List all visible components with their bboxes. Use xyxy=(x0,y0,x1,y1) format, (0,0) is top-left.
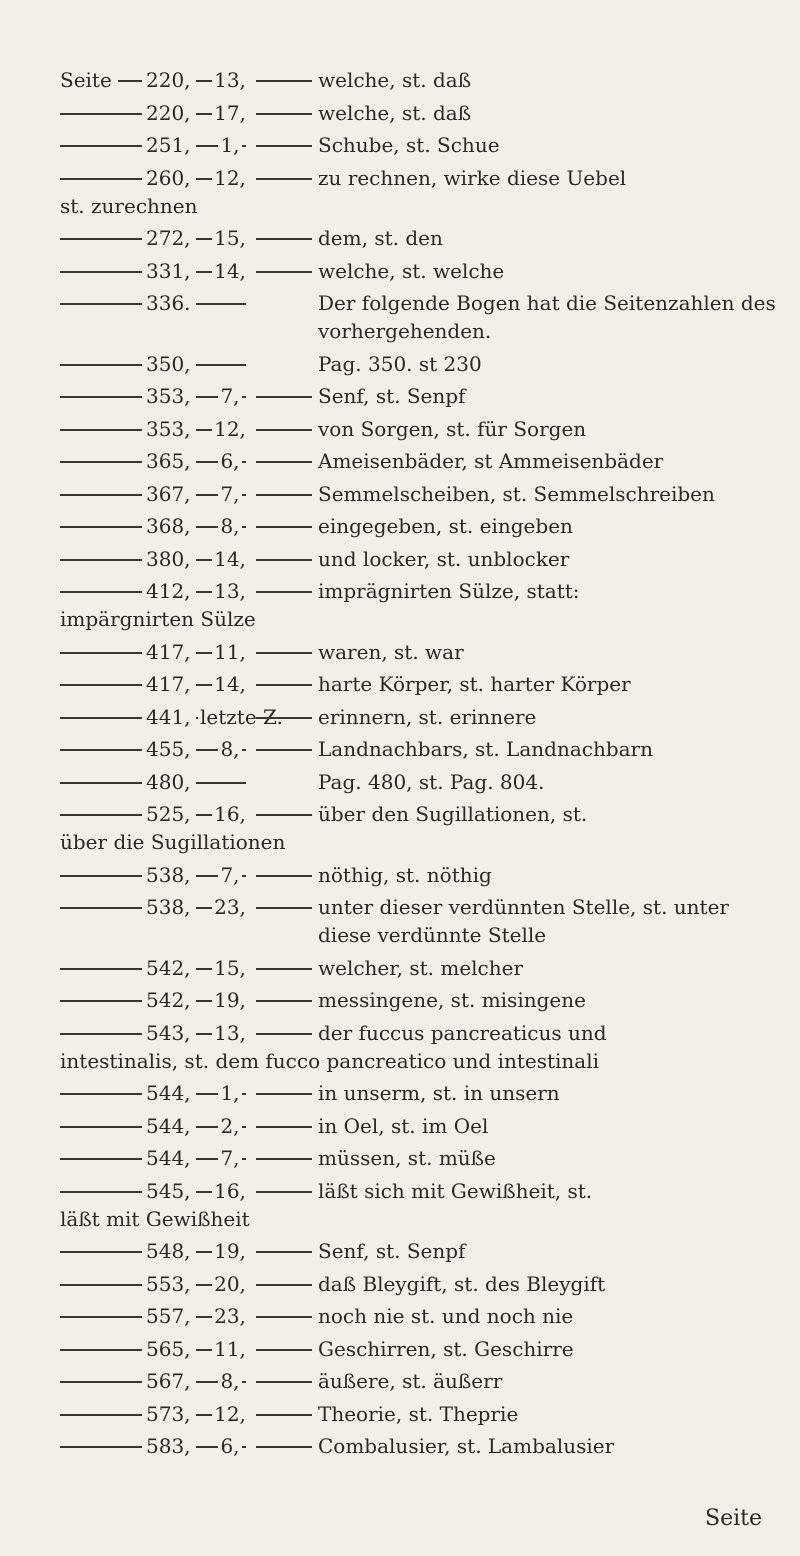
line-number-text: 8, xyxy=(220,737,240,761)
leader-rule xyxy=(60,1349,142,1351)
line-number xyxy=(198,415,262,443)
errata-entry xyxy=(60,99,780,127)
page-number: 260, xyxy=(146,165,191,190)
page-number: 353, xyxy=(146,416,191,441)
page-number: 548, xyxy=(146,1239,191,1263)
errata-entry xyxy=(60,382,780,410)
errata-entry xyxy=(60,986,780,1014)
page-number: 353, xyxy=(146,384,191,408)
line-number xyxy=(198,735,262,763)
correction-text: von Sorgen, st. für Sorgen xyxy=(318,416,587,441)
correction-text: der fuccus pancreaticus und xyxy=(318,1020,607,1045)
line-number-text: 23, xyxy=(214,1304,246,1328)
page-number: 557, xyxy=(146,1304,191,1328)
leader-rule xyxy=(60,1000,142,1002)
separator-rule xyxy=(256,1349,312,1351)
errata-entry xyxy=(60,1079,780,1107)
line-number xyxy=(198,800,262,828)
line-number-text: 19, xyxy=(214,1239,246,1263)
leader-rule xyxy=(60,145,142,147)
leader-rule xyxy=(60,1158,142,1160)
line-number xyxy=(198,545,262,573)
separator-rule xyxy=(256,591,312,593)
line-number-text: 16, xyxy=(214,1178,246,1203)
line-number xyxy=(198,1335,262,1363)
leader-rule xyxy=(60,113,142,115)
errata-entry xyxy=(60,447,780,475)
line-number xyxy=(198,1019,262,1047)
line-number xyxy=(198,1400,262,1428)
errata-entry xyxy=(60,861,780,889)
correction-text: welche, st. daß xyxy=(318,100,472,125)
correction-text: Pag. 480, st. Pag. 804. xyxy=(318,769,545,794)
page-number: 583, xyxy=(146,1434,191,1458)
leader-rule xyxy=(60,396,142,398)
line-number xyxy=(198,1112,262,1140)
line-number xyxy=(198,861,262,889)
line-number-text: 8, xyxy=(220,514,240,538)
errata-entry xyxy=(60,735,780,763)
line-number-text: 13, xyxy=(214,68,246,92)
line-number-text: 12, xyxy=(214,1401,246,1426)
line-number xyxy=(198,131,262,159)
separator-rule xyxy=(256,145,312,147)
page-number: 544, xyxy=(146,1146,191,1170)
line-number xyxy=(198,893,262,921)
line-number xyxy=(198,99,262,127)
errata-entry xyxy=(60,670,780,698)
separator-rule xyxy=(256,1158,312,1160)
errata-entry xyxy=(60,164,780,220)
correction-text: imprägnirten Sülze, statt: xyxy=(318,579,580,603)
correction-text: waren, st. war xyxy=(318,639,464,664)
correction-continuation: läßt mit Gewißheit xyxy=(60,1206,250,1231)
leader-rule xyxy=(60,526,142,528)
errata-entry xyxy=(60,703,780,731)
page-number: 480, xyxy=(146,769,191,794)
errata-entry xyxy=(60,1335,780,1363)
correction-text: welcher, st. melcher xyxy=(318,955,524,980)
leader-rule xyxy=(60,968,142,970)
line-number-text: 7, xyxy=(220,481,240,506)
leader-rule xyxy=(60,178,142,180)
errata-entry xyxy=(60,1302,780,1330)
errata-entry xyxy=(60,1432,780,1460)
leader-rule xyxy=(60,749,142,751)
leader-rule xyxy=(60,907,142,909)
line-number-text: 14, xyxy=(214,672,246,696)
page-number: 441, xyxy=(146,704,191,729)
correction-text: welche, st. welche xyxy=(318,258,505,283)
separator-rule xyxy=(256,907,312,909)
line-number-text: 8, xyxy=(220,1369,240,1393)
page-number: 367, xyxy=(146,481,191,506)
separator-rule xyxy=(256,1126,312,1128)
leader-rule xyxy=(60,782,142,784)
page-number: 331, xyxy=(146,258,191,283)
separator-rule xyxy=(256,814,312,816)
line-number xyxy=(198,638,262,666)
correction-text: läßt sich mit Gewißheit, st. xyxy=(318,1178,593,1203)
page-number: 272, xyxy=(146,226,191,250)
page-number: 567, xyxy=(146,1369,191,1393)
errata-entry xyxy=(60,224,780,252)
line-number-text: 16, xyxy=(214,802,246,826)
page-number: 417, xyxy=(146,639,191,664)
errata-entry xyxy=(60,954,780,982)
errata-entry xyxy=(60,893,780,949)
leader-rule xyxy=(60,684,142,686)
separator-rule xyxy=(256,271,312,273)
correction-text: in Oel, st. im Oel xyxy=(318,1113,489,1138)
correction-text: und locker, st. unblocker xyxy=(318,546,570,571)
separator-rule xyxy=(256,178,312,180)
leader-rule xyxy=(60,591,142,593)
line-number-text: 6, xyxy=(220,449,240,473)
line-number-text: 19, xyxy=(214,988,246,1012)
separator-rule xyxy=(256,1000,312,1002)
separator-rule xyxy=(256,717,312,719)
page-number: 368, xyxy=(146,514,191,538)
separator-rule xyxy=(196,364,246,366)
leader-rule xyxy=(60,1446,142,1448)
correction-text: eingegeben, st. eingeben xyxy=(318,514,573,538)
line-number-text: 7, xyxy=(220,1146,240,1170)
page-number: 553, xyxy=(146,1271,191,1296)
line-number xyxy=(198,670,262,698)
correction-text: Ameisenbäder, st Ammeisenbäder xyxy=(318,449,664,473)
leader-rule xyxy=(60,1251,142,1253)
separator-rule xyxy=(256,1316,312,1318)
errata-entry xyxy=(60,289,780,345)
errata-entry xyxy=(60,512,780,540)
leader-rule xyxy=(60,1381,142,1383)
correction-text: müssen, st. müße xyxy=(318,1146,496,1170)
line-number xyxy=(198,447,262,475)
correction-text: äußere, st. äußerr xyxy=(318,1369,503,1393)
correction-text: harte Körper, st. harter Körper xyxy=(318,672,631,696)
line-number xyxy=(198,257,262,285)
correction-text: über den Sugillationen, st. xyxy=(318,802,588,826)
errata-entry xyxy=(60,415,780,443)
page-number: 336. xyxy=(146,291,191,315)
page-number: 573, xyxy=(146,1401,191,1426)
correction-text: messingene, st. misingene xyxy=(318,988,586,1012)
line-number-text: 13, xyxy=(214,579,246,603)
leader-rule xyxy=(60,1191,142,1193)
correction-text: Pag. 350. st 230 xyxy=(318,351,482,376)
leader-rule xyxy=(60,652,142,654)
line-number xyxy=(198,986,262,1014)
line-number xyxy=(198,1177,262,1205)
errata-entry xyxy=(60,66,780,94)
page-number: 543, xyxy=(146,1020,191,1045)
correction-text: Der folgende Bogen hat die Seitenzahlen des vorhergehenden. xyxy=(318,291,776,343)
line-number-text: letzte Z. xyxy=(200,704,283,729)
errata-entry xyxy=(60,638,780,666)
page-number: 412, xyxy=(146,579,191,603)
errata-entry xyxy=(60,545,780,573)
leader-rule xyxy=(60,271,142,273)
line-number xyxy=(198,382,262,410)
leader-rule xyxy=(60,429,142,431)
correction-continuation: über die Sugillationen xyxy=(60,830,286,854)
page-number: 565, xyxy=(146,1336,191,1361)
errata-entry xyxy=(60,480,780,508)
line-number-text: 23, xyxy=(214,895,246,919)
correction-text: erinnern, st. erinnere xyxy=(318,704,537,729)
separator-rule xyxy=(256,684,312,686)
separator-rule xyxy=(256,494,312,496)
errata-entry xyxy=(60,1019,780,1075)
page-number: 350, xyxy=(146,351,191,376)
leader-rule xyxy=(60,1316,142,1318)
line-number xyxy=(198,224,262,252)
leader-rule xyxy=(60,814,142,816)
line-number xyxy=(198,1432,262,1460)
correction-text: Geschirren, st. Geschirre xyxy=(318,1336,574,1361)
correction-text: Senf, st. Senpf xyxy=(318,1239,466,1263)
leader-rule xyxy=(60,1093,142,1095)
line-number xyxy=(198,1367,262,1395)
line-number-text: 7, xyxy=(220,384,240,408)
page-number: 455, xyxy=(146,737,191,761)
page-number: 538, xyxy=(146,862,191,887)
correction-text: Senf, st. Senpf xyxy=(318,384,466,408)
line-number-text: 14, xyxy=(214,546,246,571)
leader-rule xyxy=(60,875,142,877)
line-number xyxy=(198,1270,262,1298)
leader-rule xyxy=(60,494,142,496)
line-number-text: 11, xyxy=(214,639,246,664)
errata-entry xyxy=(60,768,780,796)
line-number-text: 20, xyxy=(214,1271,246,1296)
leader-rule xyxy=(60,238,142,240)
page-number: 220, xyxy=(146,68,191,92)
leader-rule xyxy=(60,1126,142,1128)
line-number-text: 17, xyxy=(214,100,246,125)
line-number xyxy=(198,577,262,605)
line-number-text: 11, xyxy=(214,1336,246,1361)
leader-rule xyxy=(60,1284,142,1286)
errata-list xyxy=(60,66,780,1465)
errata-entry xyxy=(60,1144,780,1172)
errata-entry xyxy=(60,1270,780,1298)
leader-rule xyxy=(60,559,142,561)
line-number-text: 6, xyxy=(220,1434,240,1458)
line-number xyxy=(198,66,262,94)
leader-rule xyxy=(60,1033,142,1035)
page-number: 542, xyxy=(146,988,191,1012)
separator-rule xyxy=(256,1033,312,1035)
line-number xyxy=(198,164,262,192)
leader-rule xyxy=(60,1414,142,1416)
separator-rule xyxy=(256,526,312,528)
separator-rule xyxy=(256,429,312,431)
line-number-text: 2, xyxy=(220,1113,240,1138)
line-number xyxy=(198,703,283,731)
page-number: 365, xyxy=(146,449,191,473)
page-number: 380, xyxy=(146,546,191,571)
separator-rule xyxy=(256,559,312,561)
separator-rule xyxy=(256,396,312,398)
errata-entry xyxy=(60,800,780,856)
correction-text: Landnachbars, st. Landnachbarn xyxy=(318,737,653,761)
line-number xyxy=(198,1144,262,1172)
line-number xyxy=(198,480,262,508)
page-number: 525, xyxy=(146,802,191,826)
correction-continuation: st. zurechnen xyxy=(60,193,198,218)
correction-text: nöthig, st. nöthig xyxy=(318,862,492,887)
errata-entry xyxy=(60,1177,780,1233)
page-number: 544, xyxy=(146,1113,191,1138)
correction-text: welche, st. daß xyxy=(318,68,472,92)
page-number: 542, xyxy=(146,955,191,980)
separator-rule xyxy=(256,1251,312,1253)
page-number: 544, xyxy=(146,1081,191,1105)
separator-rule xyxy=(256,1446,312,1448)
leader-rule xyxy=(60,717,142,719)
correction-text: Combalusier, st. Lambalusier xyxy=(318,1434,615,1458)
separator-rule xyxy=(256,113,312,115)
separator-rule xyxy=(256,1191,312,1193)
line-number xyxy=(198,1079,262,1107)
line-number xyxy=(198,1237,262,1265)
correction-text: dem, st. den xyxy=(318,226,443,250)
errata-entry xyxy=(60,257,780,285)
correction-text: Schube, st. Schue xyxy=(318,133,500,157)
line-number xyxy=(198,512,262,540)
separator-rule xyxy=(256,1414,312,1416)
errata-entry xyxy=(60,131,780,159)
line-number xyxy=(198,1302,262,1330)
errata-entry xyxy=(60,577,780,633)
errata-entry xyxy=(60,1400,780,1428)
line-number-text: 1, xyxy=(220,133,240,157)
leader-rule xyxy=(60,461,142,463)
separator-rule xyxy=(196,303,246,305)
errata-entry xyxy=(60,1237,780,1265)
correction-continuation: impärgnirten Sülze xyxy=(60,607,256,631)
line-number xyxy=(198,954,262,982)
separator-rule xyxy=(196,782,246,784)
separator-rule xyxy=(256,1284,312,1286)
separator-rule xyxy=(256,968,312,970)
errata-entry xyxy=(60,350,780,378)
correction-text: zu rechnen, wirke diese Uebel xyxy=(318,165,627,190)
errata-entry xyxy=(60,1112,780,1140)
correction-text: unter dieser verdünnten Stelle, st. unter diese verdünnte Stelle xyxy=(318,895,729,947)
separator-rule xyxy=(256,652,312,654)
line-number-text: 14, xyxy=(214,258,246,283)
separator-rule xyxy=(256,238,312,240)
line-number-text: 15, xyxy=(214,226,246,250)
correction-text: daß Bleygift, st. des Bleygift xyxy=(318,1271,606,1296)
separator-rule xyxy=(256,1381,312,1383)
page-word: Seite xyxy=(60,68,118,92)
correction-text: Semmelscheiben, st. Semmelschreiben xyxy=(318,481,715,506)
line-number-text: 12, xyxy=(214,165,246,190)
page-number: 220, xyxy=(146,100,191,125)
page-number: 251, xyxy=(146,133,191,157)
catchword: Seite xyxy=(705,1506,762,1531)
separator-rule xyxy=(256,875,312,877)
correction-continuation: intestinalis, st. dem fucco pancreatico und intestinali xyxy=(60,1048,600,1073)
separator-rule xyxy=(256,749,312,751)
line-number-text: 1, xyxy=(220,1081,240,1105)
line-number-text: 15, xyxy=(214,955,246,980)
errata-entry xyxy=(60,1367,780,1395)
line-number-text: 13, xyxy=(214,1020,246,1045)
line-number-text: 12, xyxy=(214,416,246,441)
leader-rule xyxy=(60,303,142,305)
separator-rule xyxy=(256,80,312,82)
leader-rule xyxy=(60,364,142,366)
page-number: 545, xyxy=(146,1178,191,1203)
correction-text: Theorie, st. Theprie xyxy=(318,1401,519,1426)
line-number-text: 7, xyxy=(220,862,240,887)
page-number: 538, xyxy=(146,895,191,919)
separator-rule xyxy=(256,461,312,463)
correction-text: noch nie st. und noch nie xyxy=(318,1304,574,1328)
separator-rule xyxy=(256,1093,312,1095)
page-number: 417, xyxy=(146,672,191,696)
correction-text: in unserm, st. in unsern xyxy=(318,1081,560,1105)
